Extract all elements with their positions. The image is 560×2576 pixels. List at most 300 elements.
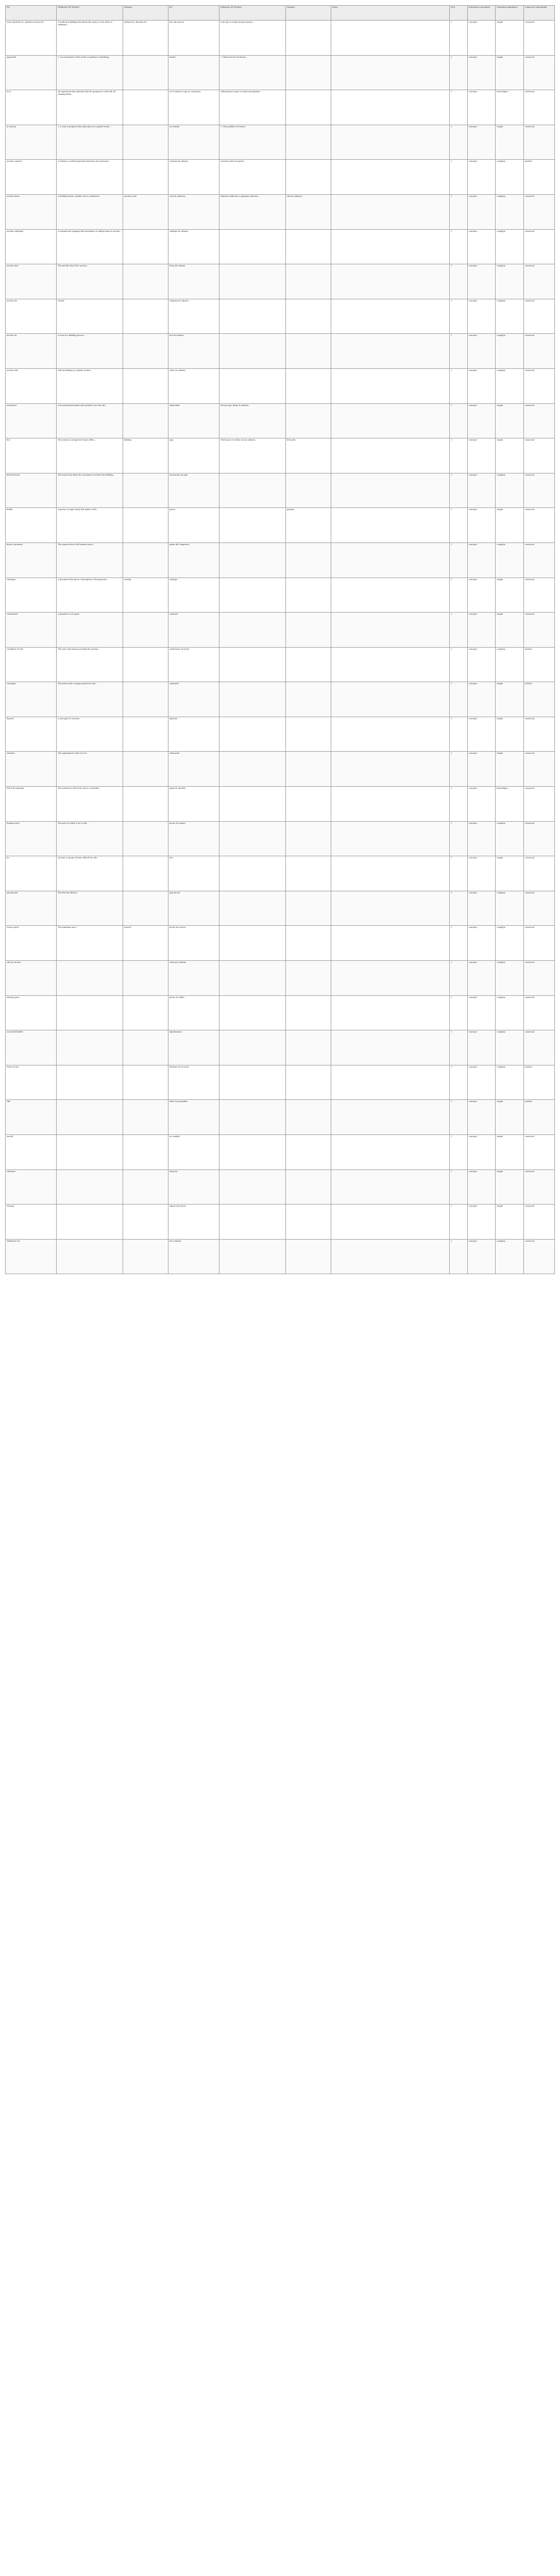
conceptual-nature-cell: concepto <box>467 90 496 125</box>
specialty-field-cell: comercial <box>524 613 555 648</box>
table-body <box>6 21 555 1274</box>
term-en-cell: catalogue <box>6 578 57 613</box>
notes-cell <box>331 264 450 299</box>
specialty-field-cell: comercial <box>524 125 555 160</box>
variant-en-cell <box>123 717 168 752</box>
frequency-cell: 1 <box>450 55 467 90</box>
frequency-cell: 1 <box>450 299 467 334</box>
specialty-field-cell: comercial <box>524 368 555 403</box>
column-header: Campo de especialidad <box>524 6 555 21</box>
column-header: EN <box>6 6 57 21</box>
definition-es-cell <box>219 508 286 543</box>
frequency-cell: 1 <box>450 613 467 648</box>
frequency-cell: 1 <box>450 1065 467 1100</box>
variant-es-cell: pujador <box>285 508 331 543</box>
linguistic-nature-cell: simple <box>496 125 524 160</box>
specialty-field-cell: comercial <box>524 926 555 961</box>
conceptual-nature-cell: concepto <box>467 682 496 717</box>
term-en-cell: auction fee <box>6 299 57 334</box>
variant-en-cell <box>123 299 168 334</box>
linguistic-nature-cell: compleja <box>496 229 524 264</box>
term-es-cell: lote retirado <box>168 1239 219 1274</box>
definition-en-cell <box>57 1170 123 1205</box>
specialty-field-cell: comercial <box>524 438 555 473</box>
variant-en-cell <box>123 682 168 717</box>
column-header: ES <box>168 6 219 21</box>
definition-es-cell <box>219 1170 286 1205</box>
term-en-cell: sale by auction <box>6 961 57 996</box>
term-en-cell: as is <box>6 90 57 125</box>
conceptual-nature-cell: concepto <box>467 543 496 578</box>
term-es-cell: título de propiedad <box>168 1100 219 1135</box>
variant-es-cell <box>285 787 331 822</box>
conceptual-nature-cell: concepto <box>467 1065 496 1100</box>
term-en-cell: starting price <box>6 995 57 1030</box>
table-row <box>6 264 555 299</box>
frequency-cell: 1 <box>450 752 467 787</box>
definition-es-cell: 1. Venta pública de bienes... <box>219 125 286 160</box>
term-es-cell: depósito <box>168 717 219 752</box>
notes-cell <box>331 647 450 682</box>
specialty-field-cell: comercial <box>524 1239 555 1274</box>
notes-cell <box>331 160 450 195</box>
term-en-cell: unsold <box>6 1135 57 1170</box>
notes-cell <box>331 508 450 543</box>
definition-en-cell: The price at which a lot is sold... <box>57 821 123 856</box>
specialty-field-cell: comercial <box>524 752 555 787</box>
linguistic-nature-cell: compleja <box>496 891 524 926</box>
variant-es-cell <box>285 264 331 299</box>
notes-cell <box>331 90 450 125</box>
variant-es-cell <box>285 821 331 856</box>
specialty-field-cell: jurídico <box>524 160 555 195</box>
term-es-cell: en subasta <box>168 125 219 160</box>
frequency-cell: 1 <box>450 194 467 229</box>
definition-en-cell <box>57 1239 123 1274</box>
linguistic-nature-cell: simple <box>496 752 524 787</box>
notes-cell <box>331 926 450 961</box>
definition-es-cell <box>219 334 286 369</box>
notes-cell <box>331 438 450 473</box>
linguistic-nature-cell: simple <box>496 55 524 90</box>
linguistic-nature-cell: simple <box>496 1135 524 1170</box>
term-es-cell: comisión <box>168 613 219 648</box>
conceptual-nature-cell: concepto <box>467 403 496 438</box>
notes-cell <box>331 368 450 403</box>
variant-en-cell: without lot; absolute lot <box>123 21 168 56</box>
notes-cell <box>331 403 450 438</box>
specialty-field-cell: comercial <box>524 194 555 229</box>
column-header: Definición_ES (fuente) <box>219 6 286 21</box>
term-en-cell: terms of sale <box>6 1065 57 1100</box>
variant-es-cell <box>285 1205 331 1240</box>
specialty-field-cell: comercial <box>524 403 555 438</box>
notes-cell <box>331 578 450 613</box>
definition-es-cell <box>219 926 286 961</box>
linguistic-nature-cell: compleja <box>496 926 524 961</box>
table-row <box>6 194 555 229</box>
linguistic-nature-cell: compleja <box>496 821 524 856</box>
variant-es-cell <box>285 752 331 787</box>
specialty-field-cell: jurídico <box>524 1100 555 1135</box>
definition-en-cell: The moment at which the sale is concluded... <box>57 787 123 822</box>
variant-en-cell <box>123 125 168 160</box>
definition-es-cell: Oferta que se realiza en una subasta... <box>219 438 286 473</box>
table-row <box>6 787 555 822</box>
frequency-cell: 1 <box>450 1170 467 1205</box>
notes-cell <box>331 55 450 90</box>
conceptual-nature-cell: concepto <box>467 1100 496 1135</box>
specialty-field-cell: comercial <box>524 961 555 996</box>
linguistic-nature-cell: compleja <box>496 194 524 229</box>
frequency-cell: 1 <box>450 264 467 299</box>
definition-en-cell: A payment to an agent... <box>57 613 123 648</box>
variant-es-cell <box>285 55 331 90</box>
column-header: Variante <box>285 6 331 21</box>
definition-en-cell: The minimum price... <box>57 926 123 961</box>
column-header: Naturaleza conceptual <box>467 6 496 21</box>
variant-es-cell <box>285 1135 331 1170</box>
specialty-field-cell: comercial <box>524 90 555 125</box>
specialty-field-cell: comercial <box>524 891 555 926</box>
definition-en-cell: 1. A sale of property that takes place in a public forum... <box>57 125 123 160</box>
frequency-cell: 1 <box>450 682 467 717</box>
term-en-cell: bid <box>6 438 57 473</box>
linguistic-nature-cell: fraseológica <box>496 787 524 822</box>
conceptual-nature-cell: concepto <box>467 1030 496 1065</box>
notes-cell <box>331 473 450 508</box>
table-row <box>6 1135 555 1170</box>
definition-es-cell <box>219 647 286 682</box>
term-en-cell: auctioneer <box>6 403 57 438</box>
variant-en-cell <box>123 473 168 508</box>
variant-en-cell <box>123 1030 168 1065</box>
conceptual-nature-cell: concepto <box>467 578 496 613</box>
definition-es-cell <box>219 856 286 891</box>
term-en-cell: auction sale <box>6 368 57 403</box>
variant-es-cell <box>285 125 331 160</box>
term-en-cell: successful bidder <box>6 1030 57 1065</box>
term-es-cell: contrato de subasta <box>168 160 219 195</box>
variant-en-cell <box>123 613 168 648</box>
table-row <box>6 856 555 891</box>
variant-es-cell: licitación <box>285 438 331 473</box>
term-en-cell: commission <box>6 613 57 648</box>
conceptual-nature-cell: concepto <box>467 194 496 229</box>
linguistic-nature-cell: compleja <box>496 160 524 195</box>
definition-es-cell <box>219 1239 286 1274</box>
linguistic-nature-cell: simple <box>496 21 524 56</box>
variant-es-cell <box>285 229 331 264</box>
conceptual-nature-cell: concepto <box>467 438 496 473</box>
term-es-cell: catálogo <box>168 578 219 613</box>
term-en-cell: auction lot <box>6 334 57 369</box>
definition-en-cell: Overly... <box>57 299 123 334</box>
specialty-field-cell: jurídico <box>524 682 555 717</box>
variant-es-cell <box>285 647 331 682</box>
conceptual-nature-cell: concepto <box>467 299 496 334</box>
definition-es-cell: Acuerdo entre las partes... <box>219 160 286 195</box>
frequency-cell: 1 <box>450 578 467 613</box>
term-es-cell: lote sin reserva <box>168 21 219 56</box>
frequency-cell: 1 <box>450 717 467 752</box>
conceptual-nature-cell: concepto <box>467 821 496 856</box>
specialty-field-cell: comercial <box>524 717 555 752</box>
linguistic-nature-cell: compleja <box>496 647 524 682</box>
frequency-cell: 1 <box>450 368 467 403</box>
term-es-cell: estimación <box>168 752 219 787</box>
term-en-cell: fall of the hammer <box>6 787 57 822</box>
term-es-cell: comitente <box>168 682 219 717</box>
term-en-cell: bid increment <box>6 473 57 508</box>
variant-es-cell <box>285 543 331 578</box>
definition-es-cell <box>219 891 286 926</box>
conceptual-nature-cell: concepto <box>467 368 496 403</box>
definition-en-cell: A person or legal entity that makes a bid... <box>57 508 123 543</box>
definition-es-cell <box>219 264 286 299</box>
definition-es-cell: Empresa dedicada a organizar subastas... <box>219 194 286 229</box>
term-es-cell: postor <box>168 508 219 543</box>
definition-en-cell: A sum paid as security... <box>57 717 123 752</box>
table-row <box>6 299 555 334</box>
definition-es-cell <box>219 299 286 334</box>
frequency-cell: 1 <box>450 1239 467 1274</box>
notes-cell <box>331 1100 450 1135</box>
table-row <box>6 1170 555 1205</box>
term-en-cell: deposit <box>6 717 57 752</box>
column-header: Frec. <box>450 6 467 21</box>
frequency-cell: 1 <box>450 1100 467 1135</box>
frequency-cell: 1 <box>450 891 467 926</box>
linguistic-nature-cell: compleja <box>496 299 524 334</box>
table-row <box>6 717 555 752</box>
term-es-cell: tasado <box>168 55 219 90</box>
definition-en-cell <box>57 1135 123 1170</box>
frequency-cell: 1 <box>450 647 467 682</box>
definition-en-cell: Sale by bidding at a public auction... <box>57 368 123 403</box>
conceptual-nature-cell: concepto <box>467 647 496 682</box>
frequency-cell: 1 <box>450 787 467 822</box>
frequency-cell: 1 <box>450 508 467 543</box>
definition-es-cell: Cláusula por la que se vende sin garantía... <box>219 90 286 125</box>
term-es-cell: términos de la venta <box>168 1065 219 1100</box>
frequency-cell: 1 <box>450 961 467 996</box>
table-row <box>6 160 555 195</box>
table-header-row <box>6 6 555 21</box>
definition-en-cell <box>57 1100 123 1135</box>
term-es-cell: precio de remate <box>168 821 219 856</box>
specialty-field-cell: comercial <box>524 21 555 56</box>
linguistic-nature-cell: simple <box>496 438 524 473</box>
table-row <box>6 891 555 926</box>
conceptual-nature-cell: concepto <box>467 717 496 752</box>
terminology-table <box>5 5 555 1274</box>
column-header: Naturaleza lingüística <box>496 6 524 21</box>
definition-es-cell <box>219 787 286 822</box>
variant-es-cell <box>285 926 331 961</box>
linguistic-nature-cell: simple <box>496 613 524 648</box>
notes-cell <box>331 1030 450 1065</box>
notes-cell <box>331 1170 450 1205</box>
table-row <box>6 647 555 682</box>
variant-en-cell <box>123 229 168 264</box>
term-es-cell: puja inicial <box>168 891 219 926</box>
linguistic-nature-cell: compleja <box>496 1239 524 1274</box>
definition-en-cell: The rules and terms governing the auction... <box>57 647 123 682</box>
specialty-field-cell: comercial <box>524 473 555 508</box>
term-es-cell: comisión de subasta <box>168 299 219 334</box>
specialty-field-cell: comercial <box>524 1135 555 1170</box>
conceptual-nature-cell: concepto <box>467 1135 496 1170</box>
variant-en-cell <box>123 543 168 578</box>
variant-es-cell <box>285 90 331 125</box>
specialty-field-cell: comercial <box>524 995 555 1030</box>
definition-en-cell <box>57 1065 123 1100</box>
variant-en-cell <box>123 891 168 926</box>
variant-en-cell <box>123 55 168 90</box>
term-en-cell: buyer's premium <box>6 543 57 578</box>
linguistic-nature-cell: fraseológica <box>496 90 524 125</box>
table-row <box>6 403 555 438</box>
variant-en-cell: auction room <box>123 194 168 229</box>
definition-en-cell <box>57 1205 123 1240</box>
term-en-cell: auction catalogue <box>6 229 57 264</box>
conceptual-nature-cell: concepto <box>467 334 496 369</box>
table-row <box>6 995 555 1030</box>
specialty-field-cell: comercial <box>524 578 555 613</box>
frequency-cell: 1 <box>450 543 467 578</box>
variant-es-cell <box>285 403 331 438</box>
definition-en-cell: A licensed professional who presides over the sale... <box>57 403 123 438</box>
term-es-cell: incremento de puja <box>168 473 219 508</box>
definition-en-cell: The first bid offered... <box>57 891 123 926</box>
frequency-cell: 1 <box>450 473 467 508</box>
conceptual-nature-cell: concepto <box>467 1170 496 1205</box>
specialty-field-cell: comercial <box>524 543 555 578</box>
linguistic-nature-cell: compleja <box>496 543 524 578</box>
table-row <box>6 821 555 856</box>
term-en-cell: lot <box>6 856 57 891</box>
definition-es-cell <box>219 1205 286 1240</box>
variant-en-cell <box>123 508 168 543</box>
frequency-cell: 1 <box>450 1205 467 1240</box>
variant-es-cell <box>285 1170 331 1205</box>
linguistic-nature-cell: simple <box>496 1170 524 1205</box>
conceptual-nature-cell: concepto <box>467 961 496 996</box>
definition-es-cell <box>219 1065 286 1100</box>
table-row <box>6 961 555 996</box>
definition-es-cell <box>219 473 286 508</box>
definition-en-cell: A written or verbal agreement between an auctioneer... <box>57 160 123 195</box>
frequency-cell: 1 <box>450 821 467 856</box>
linguistic-nature-cell: compleja <box>496 961 524 996</box>
variant-en-cell <box>123 1205 168 1240</box>
notes-cell <box>331 821 450 856</box>
definition-en-cell: A method of bidding that allows the owner or the seller to withdraw... <box>57 21 123 56</box>
variant-es-cell <box>285 1100 331 1135</box>
term-en-cell: consignor <box>6 682 57 717</box>
table-row <box>6 1100 555 1135</box>
table-row <box>6 926 555 961</box>
variant-es-cell <box>285 473 331 508</box>
term-en-cell: valuation <box>6 1170 57 1205</box>
term-es-cell: precio de reserva <box>168 926 219 961</box>
specialty-field-cell: comercial <box>524 856 555 891</box>
linguistic-nature-cell: simple <box>496 856 524 891</box>
notes-cell <box>331 717 450 752</box>
variant-es-cell <box>285 1030 331 1065</box>
term-en-cell: (non) absolute lot / absolute auction lot <box>6 21 57 56</box>
variant-en-cell <box>123 1239 168 1274</box>
conceptual-nature-cell: concepto <box>467 229 496 264</box>
definition-en-cell: The specific day of the auction... <box>57 264 123 299</box>
table-row <box>6 229 555 264</box>
notes-cell <box>331 334 450 369</box>
definition-en-cell: A building where a public sale is conducted... <box>57 194 123 229</box>
variant-en-cell <box>123 368 168 403</box>
variant-en-cell: bidding <box>123 438 168 473</box>
column-header: Notas <box>331 6 450 21</box>
linguistic-nature-cell: compleja <box>496 995 524 1030</box>
specialty-field-cell: comercial <box>524 1030 555 1065</box>
table-row <box>6 368 555 403</box>
notes-cell <box>331 299 450 334</box>
linguistic-nature-cell: simple <box>496 578 524 613</box>
variant-en-cell <box>123 160 168 195</box>
variant-en-cell <box>123 334 168 369</box>
conceptual-nature-cell: concepto <box>467 1205 496 1240</box>
variant-es-cell: sala de subastas <box>285 194 331 229</box>
notes-cell <box>331 1135 450 1170</box>
variant-es-cell <box>285 613 331 648</box>
table-row <box>6 578 555 613</box>
variant-en-cell <box>123 1170 168 1205</box>
frequency-cell: 1 <box>450 995 467 1030</box>
conceptual-nature-cell: concepto <box>467 891 496 926</box>
specialty-field-cell: jurídico <box>524 1065 555 1100</box>
frequency-cell: 1 <box>450 856 467 891</box>
definition-es-cell <box>219 995 286 1030</box>
notes-cell <box>331 21 450 56</box>
variant-es-cell <box>285 891 331 926</box>
variant-en-cell <box>123 821 168 856</box>
frequency-cell: 1 <box>450 21 467 56</box>
column-header: Variante <box>123 6 168 21</box>
conceptual-nature-cell: concepto <box>467 473 496 508</box>
linguistic-nature-cell: simple <box>496 508 524 543</box>
variant-es-cell <box>285 856 331 891</box>
conceptual-nature-cell: concepto <box>467 752 496 787</box>
term-es-cell: puja <box>168 438 219 473</box>
term-es-cell: adjudicatario <box>168 1030 219 1065</box>
variant-en-cell <box>123 403 168 438</box>
variant-es-cell <box>285 578 331 613</box>
definition-es-cell <box>219 1030 286 1065</box>
frequency-cell: 1 <box>450 1135 467 1170</box>
notes-cell <box>331 613 450 648</box>
variant-en-cell <box>123 995 168 1030</box>
definition-es-cell <box>219 229 286 264</box>
definition-en-cell: The amount a prospective buyer offers... <box>57 438 123 473</box>
definition-es-cell <box>219 1135 286 1170</box>
notes-cell <box>331 543 450 578</box>
notes-cell <box>331 752 450 787</box>
notes-cell <box>331 961 450 996</box>
conceptual-nature-cell: concepto <box>467 856 496 891</box>
specialty-field-cell: comercial <box>524 1170 555 1205</box>
term-es-cell: fecha de subasta <box>168 264 219 299</box>
conceptual-nature-cell: concepto <box>467 787 496 822</box>
